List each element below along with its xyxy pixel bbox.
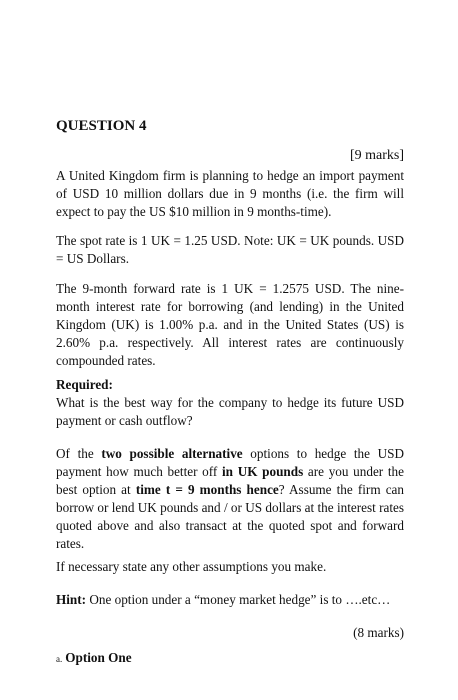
alt-text-post: ? Assume the firm can borrow or lend UK pounds and / or US dollars at the interest rates quoted above and also transact at the quoted spot and forward rates.: [56, 482, 404, 551]
spot-rate-paragraph: The spot rate is 1 UK = 1.25 USD. Note: UK = UK pounds. USD = US Dollars.: [56, 233, 404, 266]
subquestion-marks: (8 marks): [353, 625, 404, 640]
alt-text-pre: Of the: [56, 446, 102, 461]
required-heading: Required:: [56, 377, 113, 392]
required-text: What is the best way for the company to hedge its future USD payment or cash outflow?: [56, 395, 404, 428]
question-title: QUESTION 4: [56, 118, 147, 134]
hint-text: One option under a “money market hedge” is to ….etc…: [86, 592, 391, 607]
alt-bold-uk-pounds: in UK pounds: [222, 464, 304, 479]
option-one-heading: [56, 650, 132, 666]
intro-paragraph: A United Kingdom firm is planning to hedge an import payment of USD 10 million dollars due in 9 months (i.e. the firm will expect to pay the US $10 million in 9 months-time).: [56, 168, 404, 219]
hint-paragraph: [56, 591, 404, 609]
option-bullet: a.: [56, 654, 63, 664]
hint-label: Hint:: [56, 592, 87, 607]
option-label: Option One: [65, 650, 132, 665]
forward-rate-paragraph: The 9-month forward rate is 1 UK = 1.2575 USD. The nine-month interest rate for borrowing (and lending) in the United Kingdom (UK) is 1.00% p.a. and in the United States (US) is 2.60% p.a. respectively. All interest rates are continuously compounded rates.: [56, 281, 404, 368]
assumptions-paragraph: If necessary state any other assumptions you make.: [56, 559, 327, 574]
alt-bold-time: time t = 9 months hence: [135, 482, 279, 497]
alt-text-mid2: are you under the best option at: [56, 464, 404, 497]
alt-bold-two-options: two possible alternative: [101, 446, 243, 461]
alternatives-paragraph: [56, 445, 404, 553]
alt-text-mid1: options to hedge the USD payment how much better off: [56, 446, 404, 479]
question-marks: [9 marks]: [349, 148, 404, 163]
